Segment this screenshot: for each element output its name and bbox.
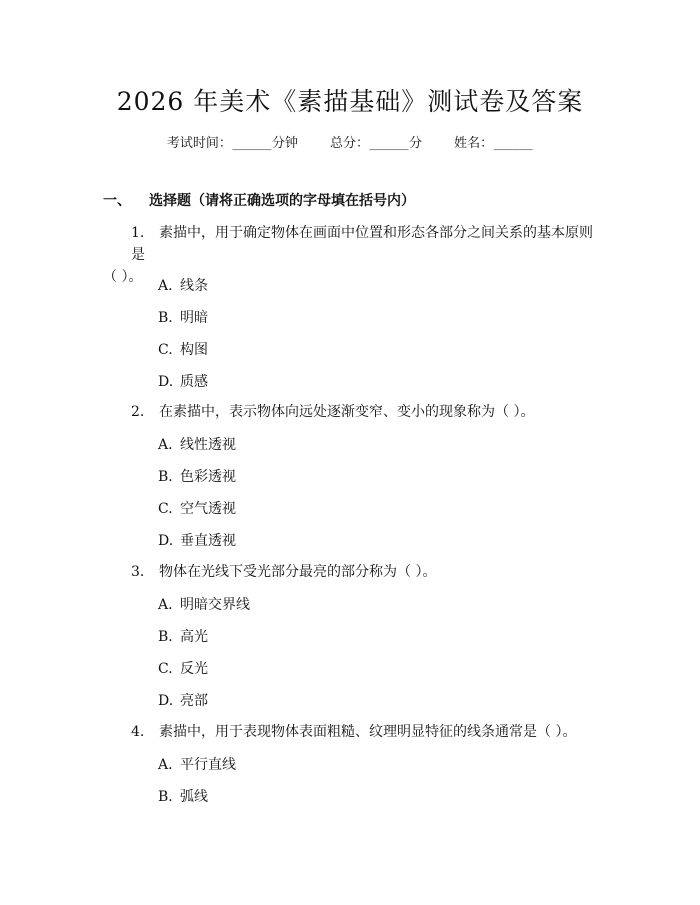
student-name-blank: ______ [493, 136, 533, 151]
question-text-cont: （ ）。 [103, 269, 143, 285]
option-text: 弧线 [180, 789, 208, 805]
option-text: 反光 [180, 661, 208, 677]
question-text: 在素描中，表示物体向远处逐渐变窄、变小的现象称为（ ）。 [159, 404, 535, 420]
question-1-option-d [158, 371, 208, 391]
section-title: 选择题（请将正确选项的字母填在括号内） [149, 193, 415, 209]
option-text: 构图 [180, 342, 208, 358]
question-1-option-a [158, 275, 208, 295]
option-letter: C. [158, 501, 173, 517]
page-title: 2026 年美术《素描基础》测试卷及答案 [116, 87, 584, 116]
option-text: 色彩透视 [180, 469, 236, 485]
exam-score [330, 136, 426, 151]
question-1-option-c [158, 339, 208, 359]
question-3-option-a [158, 594, 250, 614]
option-letter: A. [158, 437, 173, 453]
question-number: 4. [131, 724, 145, 740]
option-text: 明暗交界线 [180, 597, 250, 613]
option-text: 平行直线 [180, 757, 236, 773]
question-number: 2. [131, 404, 145, 420]
question-number: 3. [131, 564, 145, 580]
option-letter: B. [158, 310, 173, 326]
question-text: 素描中，用于确定物体在画面中位置和形态各部分之间关系的基本原则是 [131, 225, 593, 263]
question-text: 素描中，用于表现物体表面粗糙、纹理明显特征的线条通常是（ ）。 [159, 724, 577, 740]
exam-score-unit: 分 [409, 136, 423, 151]
option-text: 质感 [180, 374, 208, 390]
option-text: 线条 [180, 278, 208, 294]
question-2-option-b [158, 466, 236, 486]
student-name-label: 姓名： [454, 136, 494, 151]
section-number: 一、 [103, 193, 131, 209]
option-text: 高光 [180, 629, 208, 645]
option-letter: C. [158, 342, 173, 358]
question-3 [103, 561, 603, 583]
question-4 [103, 721, 603, 743]
question-2-option-c [158, 498, 236, 518]
option-letter: B. [158, 629, 173, 645]
option-text: 线性透视 [180, 437, 236, 453]
question-3-option-b [158, 626, 208, 646]
option-text: 明暗 [180, 310, 208, 326]
exam-time-label: 考试时间： [166, 136, 232, 151]
exam-score-blank: ______ [369, 136, 409, 151]
option-letter: A. [158, 757, 173, 773]
option-letter: B. [158, 469, 173, 485]
question-3-option-c [158, 658, 208, 678]
question-2 [103, 401, 603, 423]
question-4-option-b [158, 786, 208, 806]
question-2-option-a [158, 434, 236, 454]
exam-time [167, 136, 302, 151]
option-letter: D. [158, 533, 174, 549]
question-1-option-b [158, 307, 208, 327]
section-heading [103, 190, 415, 210]
exam-meta [0, 132, 700, 151]
question-2-option-d [158, 530, 236, 550]
exam-time-unit: 分钟 [271, 136, 298, 151]
option-letter: D. [158, 374, 174, 390]
option-letter: A. [158, 278, 173, 294]
question-3-option-d [158, 690, 208, 710]
option-text: 空气透视 [180, 501, 236, 517]
option-letter: A. [158, 597, 173, 613]
option-letter: C. [158, 661, 173, 677]
question-text: 物体在光线下受光部分最亮的部分称为（ ）。 [159, 564, 437, 580]
option-letter: B. [158, 789, 173, 805]
option-letter: D. [158, 693, 174, 709]
option-text: 亮部 [180, 693, 208, 709]
question-4-option-a [158, 754, 236, 774]
question-number: 1. [131, 225, 145, 241]
option-text: 垂直透视 [180, 533, 236, 549]
exam-score-label: 总分： [329, 136, 369, 151]
student-name [454, 136, 533, 151]
exam-time-blank: ______ [232, 136, 272, 151]
